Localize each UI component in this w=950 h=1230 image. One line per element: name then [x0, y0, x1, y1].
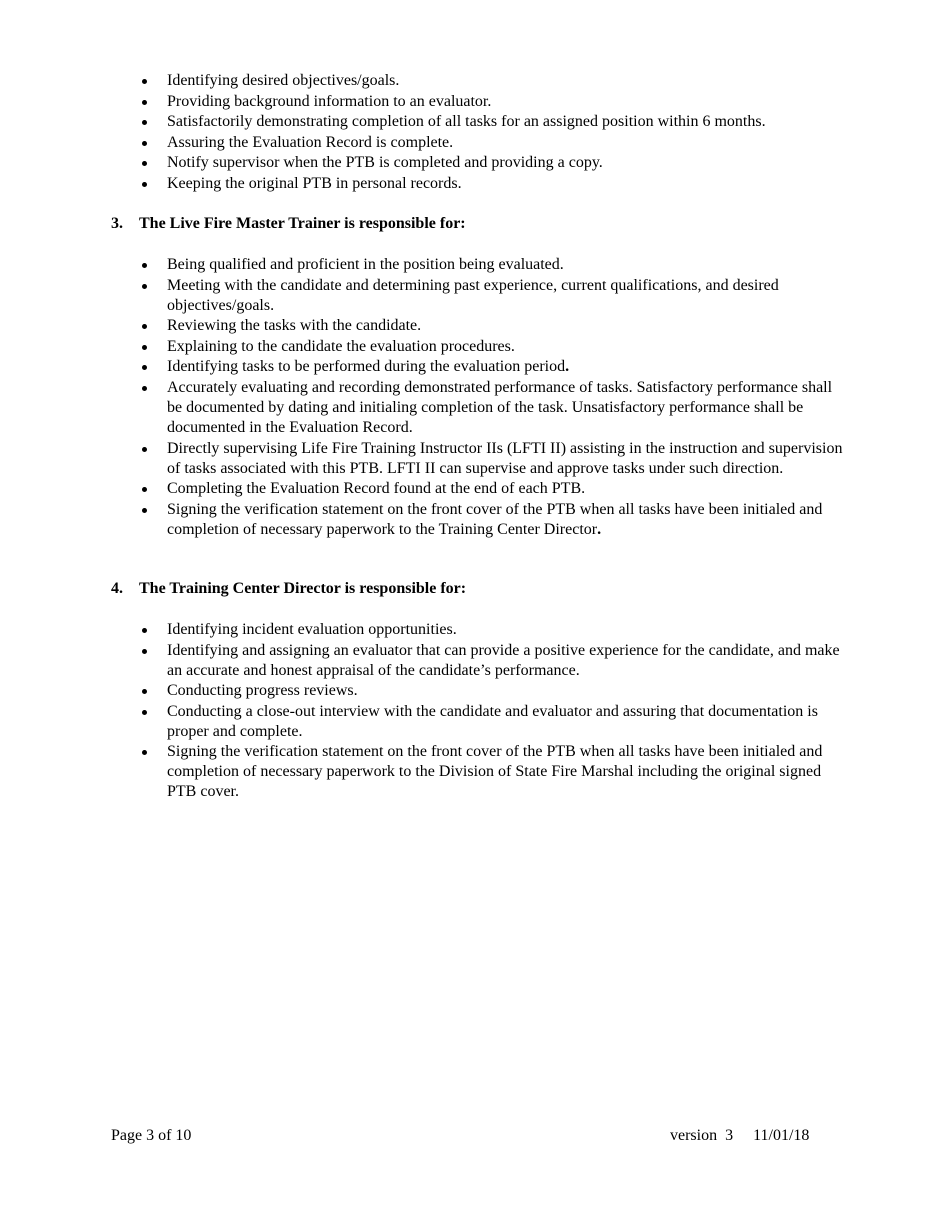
section-title: The Live Fire Master Trainer is responsible for: [139, 215, 466, 232]
list-item: Identifying desired objectives/goals. [167, 71, 847, 91]
section-number: 4. [111, 580, 123, 597]
list-item: Signing the verification statement on the front cover of the PTB when all tasks have been initialed and completion of necessary paperwork to the Training Center Director. [167, 500, 847, 540]
list-item: Completing the Evaluation Record found at the end of each PTB. [167, 479, 847, 499]
section-title: The Training Center Director is responsible for: [139, 580, 467, 597]
section-4-heading [111, 579, 466, 599]
list-item: Conducting progress reviews. [167, 681, 847, 701]
list-item: Satisfactorily demonstrating completion of all tasks for an assigned position within 6 months. [167, 112, 847, 132]
training-center-director-responsibilities-list [167, 620, 847, 803]
list-item: Conducting a close-out interview with the candidate and evaluator and assuring that documentation is proper and complete. [167, 702, 847, 742]
list-item: Identifying and assigning an evaluator that can provide a positive experience for the candidate, and make an accurate and honest appraisal of the candidate’s performance. [167, 641, 847, 681]
list-item: Keeping the original PTB in personal records. [167, 174, 847, 194]
list-item: Explaining to the candidate the evaluation procedures. [167, 337, 847, 357]
list-item: Meeting with the candidate and determining past experience, current qualifications, and desired objectives/goals. [167, 276, 847, 316]
list-item: Notify supervisor when the PTB is completed and providing a copy. [167, 153, 847, 173]
list-item: Reviewing the tasks with the candidate. [167, 316, 847, 336]
bold-period: . [597, 520, 602, 538]
master-trainer-responsibilities-list [167, 255, 847, 540]
list-item: Assuring the Evaluation Record is complete. [167, 133, 847, 153]
bold-period: . [565, 358, 570, 376]
section-number: 3. [111, 215, 123, 232]
list-item: Directly supervising Life Fire Training Instructor IIs (LFTI II) assisting in the instruction and supervision of tasks associated with this PTB. LFTI II can supervise and approve tasks under such direction. [167, 439, 847, 479]
list-item: Being qualified and proficient in the position being evaluated. [167, 255, 847, 275]
list-item: Identifying tasks to be performed during the evaluation period. [167, 357, 847, 377]
list-item: Providing background information to an evaluator. [167, 92, 847, 112]
list-item: Identifying incident evaluation opportunities. [167, 620, 847, 640]
page-number: Page 3 of 10 [111, 1127, 192, 1144]
version-date: version 3 11/01/18 [670, 1127, 810, 1144]
list-item: Accurately evaluating and recording demonstrated performance of tasks. Satisfactory performance shall be documented by dating and initialing completion of the task. Unsatisfactory performance shall be documented in the Evaluation Record. [167, 378, 847, 438]
section-3-heading [111, 214, 466, 234]
candidate-responsibilities-list [167, 71, 847, 195]
list-item: Signing the verification statement on the front cover of the PTB when all tasks have been initialed and completion of necessary paperwork to the Division of State Fire Marshal including the original signed PTB cover. [167, 742, 847, 802]
